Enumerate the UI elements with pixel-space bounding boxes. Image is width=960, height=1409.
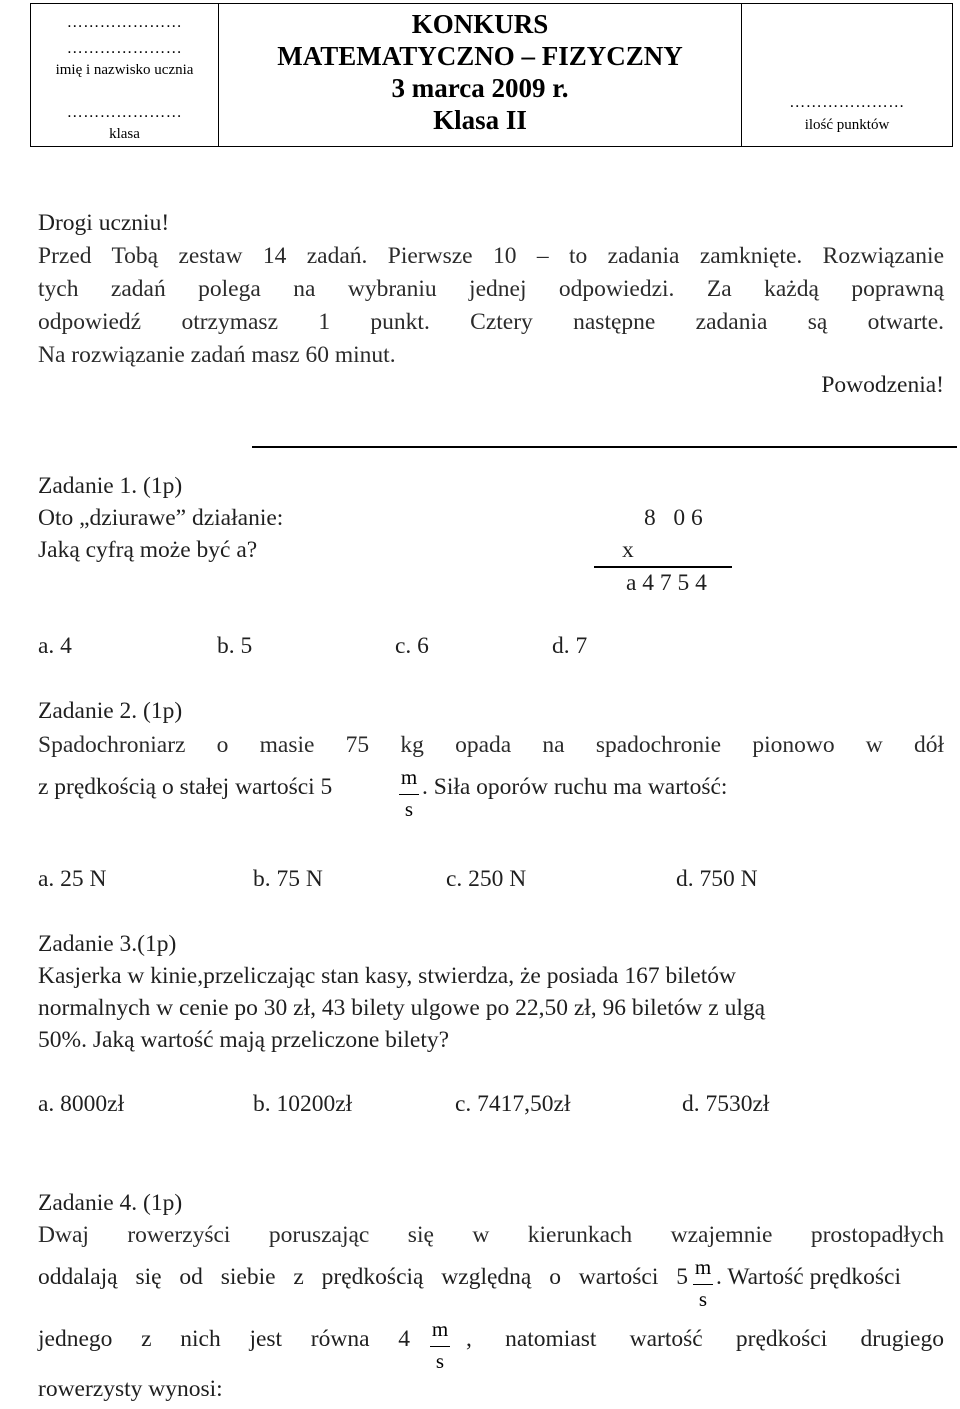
task2-answer-a: a. 25 N [38, 866, 107, 892]
separator-line [252, 446, 957, 448]
task2-line-2b: . Siła oporów ruchu ma wartość: [422, 774, 728, 800]
points-cell [742, 4, 952, 146]
task2-answer-d: d. 750 N [676, 866, 758, 892]
task2-unit-numerator: m [400, 765, 418, 789]
title-line-1: KONKURS [411, 9, 549, 39]
title-line-4: Klasa II [433, 105, 527, 135]
task3-answer-c: c. 7417,50zł [455, 1091, 571, 1117]
name-dots-line-2: ………………… [66, 40, 183, 57]
greeting: Drogi uczniu! [38, 210, 170, 236]
class-dots: ………………… [66, 104, 183, 121]
task4-line-3a: jednego z nich jest równa 4 [38, 1326, 410, 1352]
name-dots-line-1: ………………… [66, 14, 183, 31]
task2-answer-b: b. 75 N [253, 866, 323, 892]
task1-answer-d: d. 7 [552, 633, 588, 659]
task4-line-4: rowerzysty wynosi: [38, 1376, 223, 1402]
task1-calc-operator: x [622, 537, 634, 563]
task3-answer-a: a. 8000zł [38, 1091, 125, 1117]
task3-title: Zadanie 3.(1p) [38, 931, 177, 957]
task4-line-2b: . Wartość prędkości [716, 1264, 901, 1290]
class-label: klasa [109, 126, 140, 142]
task2-fraction-bar [399, 794, 419, 795]
task4-unit-numerator-2: m [431, 1317, 449, 1341]
task2-title: Zadanie 2. (1p) [38, 698, 183, 724]
task4-unit-denominator-2: s [435, 1349, 445, 1373]
closing-text: Powodzenia! [821, 372, 944, 398]
task3-answer-b: b. 10200zł [253, 1091, 353, 1117]
task3-line-2: normalnych w cenie po 30 zł, 43 bilety ulgowe po 22,50 zł, 96 biletów z ulgą [38, 995, 766, 1021]
header-table [30, 3, 953, 147]
task4-fraction-bar-2 [430, 1346, 450, 1347]
task3-line-1: Kasjerka w kinie,przeliczając stan kasy, stwierdza, że posiada 167 biletów [38, 963, 736, 989]
task2-answer-c: c. 250 N [446, 866, 527, 892]
task3-answer-d: d. 7530zł [682, 1091, 770, 1117]
task2-line-2a: z prędkością o stałej wartości 5 [38, 774, 333, 800]
task1-calc-result: a 4 7 5 4 [626, 570, 707, 596]
task1-answer-b: b. 5 [217, 633, 253, 659]
intro-line-3: odpowiedź otrzymasz 1 punkt. Cztery następne zadania są otwarte. [38, 309, 944, 335]
task4-line-3b: , natomiast wartość prędkości drugiego [466, 1326, 944, 1352]
student-info-cell [31, 4, 219, 146]
intro-line-1: Przed Tobą zestaw 14 zadań. Pierwsze 10 – to zadania zamknięte. Rozwiązanie [38, 243, 944, 269]
task4-line-2a: oddalają się od siebie z prędkością względną o wartości 5 [38, 1264, 688, 1290]
task1-title: Zadanie 1. (1p) [38, 473, 183, 499]
task1-answer-c: c. 6 [395, 633, 429, 659]
task1-line-1: Oto „dziurawe” działanie: [38, 505, 284, 531]
task4-unit-denominator-1: s [698, 1287, 708, 1311]
task4-line-1: Dwaj rowerzyści poruszając się w kierunkach wzajemnie prostopadłych [38, 1222, 944, 1248]
name-label: imię i nazwisko ucznia [55, 62, 194, 78]
task2-line-1: Spadochroniarz o masie 75 kg opada na spadochronie pionowo w dół [38, 732, 944, 758]
task4-fraction-bar-1 [693, 1284, 713, 1285]
task4-title: Zadanie 4. (1p) [38, 1190, 183, 1216]
task1-calc-underline [594, 566, 732, 568]
task4-unit-numerator-1: m [694, 1255, 712, 1279]
task1-answer-a: a. 4 [38, 633, 72, 659]
intro-line-4: Na rozwiązanie zadań masz 60 minut. [38, 342, 396, 368]
points-dots: ………………… [789, 94, 905, 111]
task1-line-2: Jaką cyfrą może być a? [38, 537, 258, 563]
title-cell [219, 4, 742, 146]
title-line-2: MATEMATYCZNO – FIZYCZNY [277, 41, 683, 71]
task3-line-3: 50%. Jaką wartość mają przeliczone bilety? [38, 1027, 450, 1053]
points-label: ilość punktów [804, 117, 890, 133]
title-line-3: 3 marca 2009 r. [391, 73, 569, 103]
intro-line-2: tych zadań polega na wybraniu jednej odpowiedzi. Za każdą poprawną [38, 276, 944, 302]
task1-calc-top: 8 0 6 [644, 505, 703, 531]
task2-unit-denominator: s [404, 797, 414, 821]
